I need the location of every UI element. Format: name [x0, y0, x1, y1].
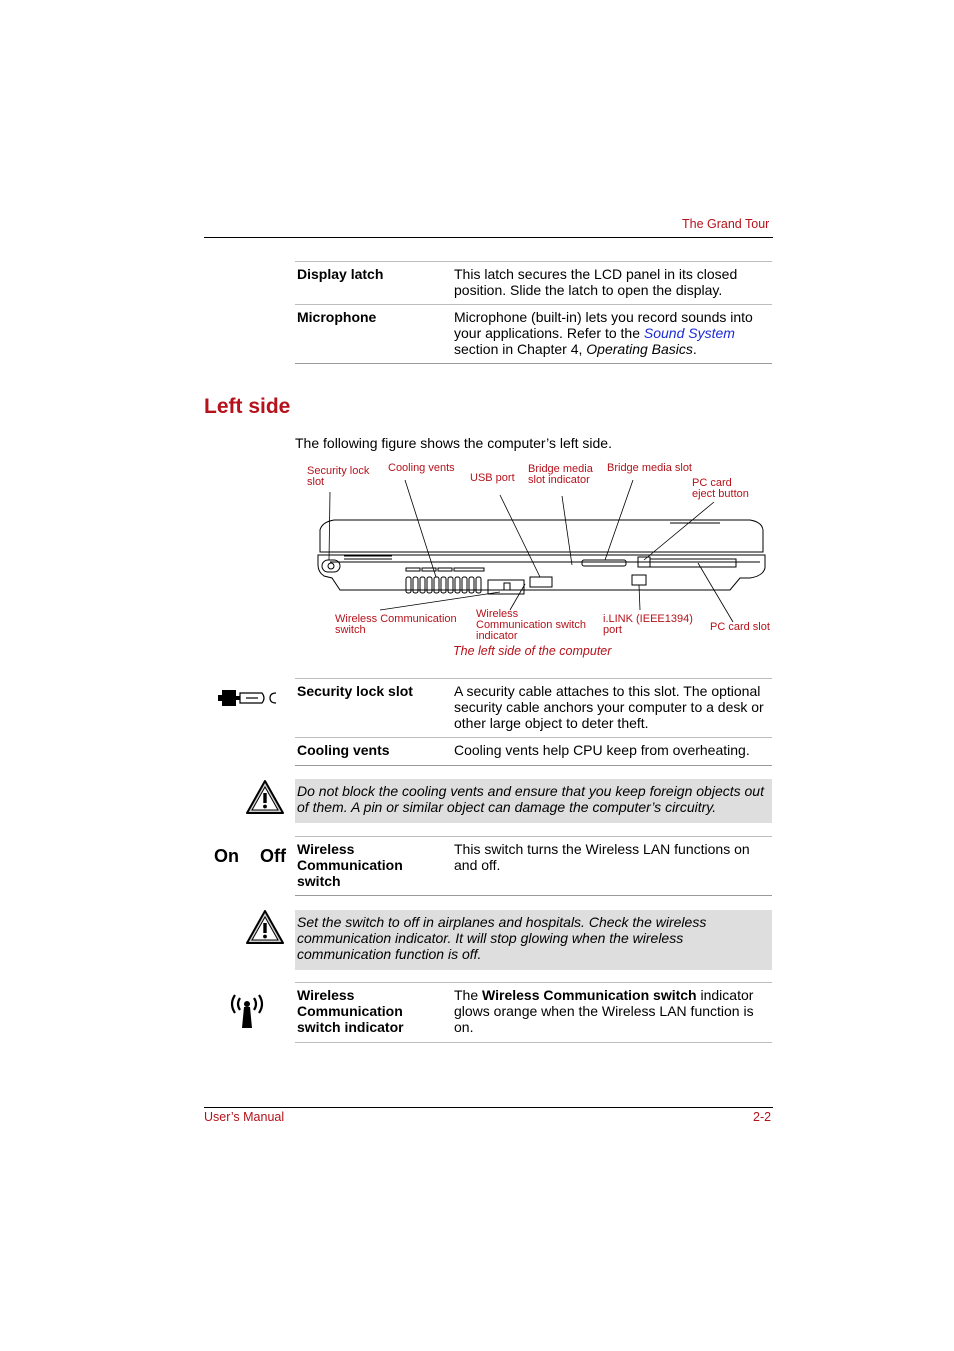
section-intro: The following figure shows the computer’s left side.	[295, 435, 612, 451]
table-rule	[295, 765, 772, 766]
note-cooling-vents: Do not block the cooling vents and ensure that you keep foreign objects out of them. A pin or similar object can damage the computer’s circuitry.	[295, 779, 772, 823]
table-rule	[295, 304, 772, 305]
table-rule	[295, 737, 772, 738]
laptop-left-side-figure	[300, 460, 780, 645]
callout-wireless-switch: Wireless Communication switch	[335, 613, 457, 636]
note-wireless-off: Set the switch to off in airplanes and hospitals. Check the wireless communication indicator. It will stop glowing when the wireless communication function is off.	[295, 910, 772, 970]
table-rule	[295, 982, 772, 983]
warning-icon	[245, 909, 285, 945]
running-header: The Grand Tour	[682, 217, 770, 231]
table-rule	[295, 895, 772, 896]
term-microphone: Microphone	[297, 309, 377, 325]
desc-display-latch: This latch secures the LCD panel in its closed position. Slide the latch to open the display.	[454, 266, 738, 298]
callout-bridge-media-slot: Bridge media slot	[607, 462, 692, 474]
callout-pc-card-eject: PC card eject button	[692, 477, 749, 500]
table-rule	[295, 678, 772, 679]
figure-caption: The left side of the computer	[453, 644, 612, 658]
header-rule	[204, 237, 773, 238]
callout-bridge-media-indicator: Bridge media slot indicator	[528, 463, 593, 486]
callout-wireless-indicator: Wireless Communication switch indicator	[476, 608, 587, 642]
callout-ilink-port: i.LINK (IEEE1394) port	[603, 613, 693, 636]
page-number: 2-2	[753, 1110, 772, 1124]
term-security-lock-slot: Security lock slot	[297, 683, 413, 699]
desc-cooling-vents: Cooling vents help CPU keep from overheating.	[454, 742, 750, 758]
table-rule	[295, 363, 772, 364]
security-lock-icon	[218, 688, 280, 708]
desc-wireless-indicator: The Wireless Communication switch indicator glows orange when the Wireless LAN function is on.	[454, 987, 754, 1035]
section-title: Left side	[204, 395, 291, 418]
callout-security-lock-slot: Security lock slot	[307, 465, 370, 488]
table-rule	[295, 1042, 772, 1043]
switch-on-label: On	[214, 846, 239, 866]
warning-icon	[245, 779, 285, 815]
sound-system-link[interactable]: Sound System	[643, 325, 735, 341]
term-wireless-indicator: Wireless Communication switch indicator	[297, 987, 404, 1035]
callout-pc-card-slot: PC card slot	[710, 621, 770, 633]
desc-security-lock-slot: A security cable attaches to this slot. The optional security cable anchors your computer to a desk or other large object to deter theft.	[454, 683, 764, 731]
term-display-latch: Display latch	[297, 266, 384, 282]
term-cooling-vents: Cooling vents	[297, 742, 390, 758]
footer-title: User’s Manual	[204, 1110, 285, 1124]
switch-off-label: Off	[260, 846, 286, 866]
footer-rule	[204, 1107, 773, 1108]
desc-microphone: Microphone (built-in) lets you record sounds into your applications. Refer to the Sound System section in Chapter 4, Operating Basics.	[454, 309, 753, 357]
callout-usb-port: USB port	[470, 472, 515, 484]
callout-cooling-vents: Cooling vents	[388, 462, 455, 474]
desc-wireless-switch: This switch turns the Wireless LAN functions on and off.	[454, 841, 750, 873]
table-rule	[295, 836, 772, 837]
wireless-antenna-icon	[228, 994, 266, 1030]
term-wireless-switch: Wireless Communication switch	[297, 841, 403, 889]
table-rule	[295, 261, 772, 262]
